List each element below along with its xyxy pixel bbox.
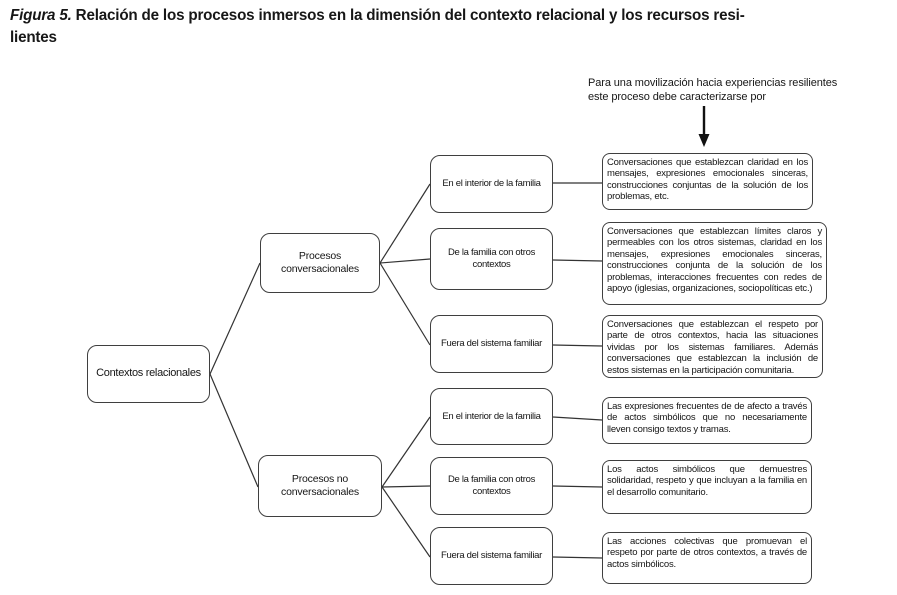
node-procesos-conversacionales [260,233,380,293]
node-noconv-interior-familia [430,388,553,445]
node-label: Procesos no conversacionales [281,472,359,498]
node-noconv-fuera-sistema-familiar [430,527,553,585]
node-label: De la familia con otros contextos [447,474,536,497]
description-conv-fuera-sistema-familiar: Conversaciones que establezcan el respeto por parte de otros contextos, hacia las situaciones vividas por los sistemas familiares. Además conversaciones que establezcan la inclusión de estos sistemas en la participación comunitaria. [602,315,823,378]
node-label: De la familia con otros contextos [447,247,536,270]
description-noconv-interior-familia: Las expresiones frecuentes de de afecto a través de actos simbólicos que no necesariamente lleven consigo textos y tramas. [602,397,812,444]
node-conv-interior-familia [430,155,553,213]
node-label: Fuera del sistema familiar [441,338,542,350]
description-conv-interior-familia: Conversaciones que establezcan claridad en los mensajes, expresiones emocionales sinceras, construcciones conjuntas de la solución de los problemas, etc. [602,153,813,210]
node-procesos-no-conversacionales [258,455,382,517]
node-label: Procesos conversacionales [281,249,359,275]
figure-number-label: Figura 5. [10,7,72,24]
arrow-annotation: Para una movilización hacia experiencias resilientes este proceso debe caracterizarse por [588,77,838,103]
description-conv-familia-otros-contextos: Conversaciones que establezcan límites claros y permeables con los otros sistemas, claridad en los mensajes, expresiones emocionales sinceras, construcciones conjunta de la solución de los problemas, interacciones frecuentes con redes de apoyo (iglesias, organizaciones, sociopolíticas etc.) [602,222,827,305]
down-arrow-icon [699,106,710,147]
description-noconv-fuera-sistema-familiar: Las acciones colectivas que promuevan el respeto por parte de otros contextos, a través de actos simbólicos. [602,532,812,584]
node-label: Contextos relacionales [96,367,201,380]
figure-title-line2: lientes [10,29,57,47]
node-label: Fuera del sistema familiar [441,550,542,562]
node-contextos-relacionales [87,345,210,403]
node-conv-familia-otros-contextos [430,228,553,290]
node-noconv-familia-otros-contextos [430,457,553,515]
node-label: En el interior de la familia [442,410,541,422]
node-conv-fuera-sistema-familiar [430,315,553,373]
node-label: En el interior de la familia [442,178,541,190]
figure-title-text: Relación de los procesos inmersos en la dimensión del contexto relacional y los recursos resi- [71,7,745,24]
description-noconv-familia-otros-contextos: Los actos simbólicos que demuestres solidaridad, respeto y que incluyan a la familia en el desarrollo comunitario. [602,460,812,514]
